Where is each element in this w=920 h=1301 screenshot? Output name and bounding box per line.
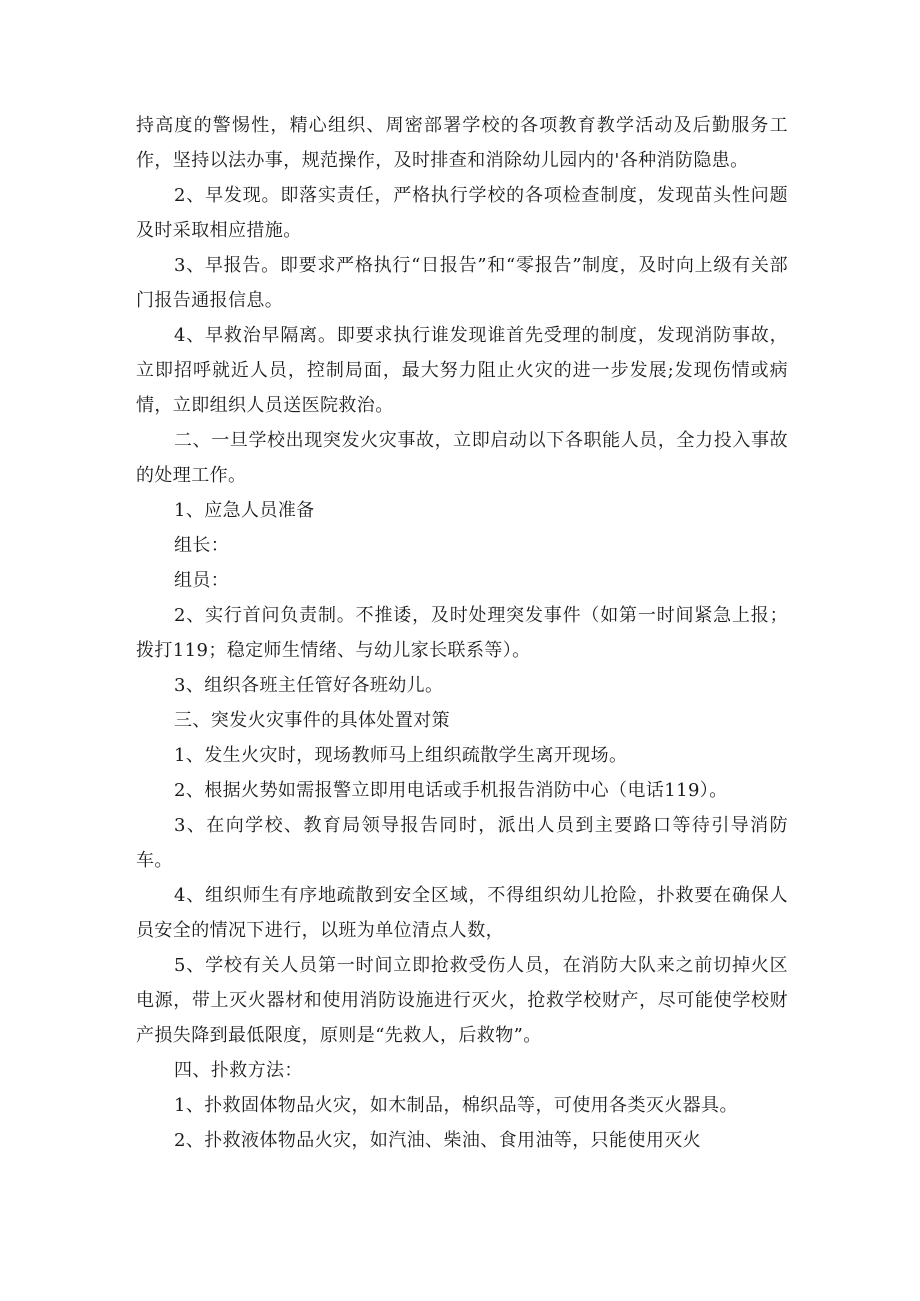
- paragraph: 3、在向学校、教育局领导报告同时，派出人员到主要路口等待引导消防车。: [136, 815, 788, 871]
- paragraph: 4、早救治早隔离。即要求执行谁发现谁首先受理的制度，发现消防事故，立即招呼就近人员，控制局面，最大努力阻止火灾的进一步发展;发现伤情或病情，立即组织人员送医院救治。: [136, 325, 788, 416]
- paragraph: 2、早发现。即落实责任，严格执行学校的各项检查制度，发现苗头性问题及时采取相应措施。: [136, 185, 788, 241]
- paragraph: 三、突发火灾事件的具体处置对策: [174, 710, 450, 731]
- paragraph: 1、发生火灾时，现场教师马上组织疏散学生离开现场。: [174, 745, 628, 766]
- paragraph: 3、组织各班主任管好各班幼儿。: [174, 675, 444, 696]
- paragraph: 组长：: [174, 535, 230, 556]
- paragraph: 5、学校有关人员第一时间立即抢救受伤人员，在消防大队来之前切掉火区电源，带上灭火器材和使用消防设施进行灭火，抢救学校财产，尽可能使学校财产损失降到最低限度，原则是“先救人，后救物”。: [136, 955, 788, 1046]
- paragraph: 2、实行首问负责制。不推诿，及时处理突发事件（如第一时间紧急上报；拨打119；稳定师生情绪、与幼儿家长联系等）。: [136, 605, 788, 661]
- paragraph: 4、组织师生有序地疏散到安全区域，不得组织幼儿抢险，扑救要在确保人员安全的情况下进行，以班为单位清点人数，: [136, 885, 788, 941]
- paragraph: 1、扑救固体物品火灾，如木制品，棉织品等，可使用各类灭火器具。: [174, 1095, 738, 1116]
- paragraph: 3、早报告。即要求严格执行“日报告”和“零报告”制度，及时向上级有关部门报告通报信息。: [136, 255, 788, 311]
- paragraph: 二、一旦学校出现突发火灾事故，立即启动以下各职能人员，全力投入事故的处理工作。: [136, 430, 788, 486]
- paragraph: 持高度的警惕性，精心组织、周密部署学校的各项教育教学活动及后勤服务工作，坚持以法办事，规范操作，及时排查和消除幼儿园内的'各种消防隐患。: [136, 115, 788, 171]
- document-body: [136, 108, 788, 1158]
- paragraph: 组员：: [174, 570, 230, 591]
- paragraph: 2、扑救液体物品火灾，如汽油、柴油、食用油等，只能使用灭火: [174, 1130, 702, 1151]
- paragraph: 四、扑救方法：: [174, 1060, 303, 1081]
- paragraph: 2、根据火势如需报警立即用电话或手机报告消防中心（电话119）。: [174, 780, 728, 801]
- paragraph: 1、应急人员准备: [174, 500, 315, 521]
